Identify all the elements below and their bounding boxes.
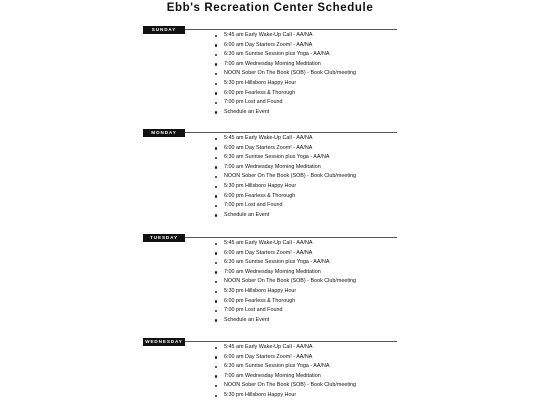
event-item xyxy=(215,391,356,401)
bullet-icon xyxy=(215,252,217,254)
event-link[interactable]: 5:30 pm Hillsboro Happy Hour xyxy=(224,182,297,189)
event-link[interactable]: 7:00 pm Lost and Found xyxy=(224,307,283,314)
event-link[interactable]: 5:45 am Early Wake-Up Call - AA/NA xyxy=(224,240,313,246)
event-item xyxy=(215,50,356,60)
bullet-icon xyxy=(215,395,217,397)
event-item xyxy=(215,277,356,287)
event-item xyxy=(215,134,356,144)
bullet-icon xyxy=(215,157,217,159)
event-item xyxy=(215,258,356,268)
event-item xyxy=(215,381,356,391)
bullet-icon xyxy=(215,73,217,75)
event-item xyxy=(215,89,356,99)
bullet-icon xyxy=(215,366,217,368)
event-link[interactable]: 7:00 am Wednesday Morning Meditation xyxy=(224,268,321,275)
event-item xyxy=(215,79,356,89)
event-list xyxy=(215,31,356,117)
event-link[interactable]: 6:00 am Day Starters Zoom! - AA/NA xyxy=(224,41,313,48)
event-item xyxy=(215,108,356,118)
event-link[interactable]: NOON Sober On The Book (SOB) - Book Club/meeting xyxy=(224,382,357,389)
event-item xyxy=(215,297,356,307)
bullet-icon xyxy=(215,214,217,216)
event-link[interactable]: 7:00 pm Lost and Found xyxy=(224,99,283,106)
event-item xyxy=(215,372,356,382)
event-link[interactable]: 5:30 pm Hillsboro Happy Hour xyxy=(224,287,297,294)
bullet-icon xyxy=(215,138,217,140)
event-link[interactable]: 7:00 pm Lost and Found xyxy=(224,202,283,209)
bullet-icon xyxy=(215,63,217,65)
event-link[interactable]: 6:00 pm Fearless & Thorough xyxy=(224,89,296,96)
bullet-icon xyxy=(215,347,217,349)
event-item xyxy=(215,172,356,182)
event-link[interactable]: 6:00 pm Fearless & Thorough xyxy=(224,192,296,199)
event-item xyxy=(215,98,356,108)
bullet-icon xyxy=(215,291,217,293)
bullet-icon xyxy=(215,300,217,302)
bullet-icon xyxy=(215,356,217,358)
event-link[interactable]: 6:00 pm Fearless & Thorough xyxy=(224,297,296,304)
event-item xyxy=(215,239,356,249)
bullet-icon xyxy=(215,385,217,387)
bullet-icon xyxy=(215,205,217,207)
event-link[interactable]: 7:00 am Wednesday Morning Meditation xyxy=(224,372,321,379)
event-item xyxy=(215,192,356,202)
event-item xyxy=(215,153,356,163)
page-title: Ebb's Recreation Center Schedule xyxy=(166,2,374,14)
event-list xyxy=(215,239,356,325)
event-item xyxy=(215,287,356,297)
event-item xyxy=(215,343,356,353)
event-link[interactable]: NOON Sober On The Book (SOB) - Book Club/meeting xyxy=(224,278,357,285)
bullet-icon xyxy=(215,54,217,56)
event-item xyxy=(215,211,356,221)
event-link[interactable]: 5:45 am Early Wake-Up Call - AA/NA xyxy=(224,32,313,38)
bullet-icon xyxy=(215,147,217,149)
schedule-event-link[interactable]: Schedule an Event xyxy=(224,108,270,115)
event-link[interactable]: 6:30 am Sunrise Session plus Yoga - AA/NA xyxy=(224,259,330,266)
event-item xyxy=(215,182,356,192)
bullet-icon xyxy=(215,92,217,94)
event-link[interactable]: 5:45 am Early Wake-Up Call - AA/NA xyxy=(224,344,313,350)
event-item xyxy=(215,362,356,372)
event-item xyxy=(215,353,356,363)
day-label: WEDNESDAY xyxy=(143,338,185,346)
event-item xyxy=(215,69,356,79)
bullet-icon xyxy=(215,243,217,245)
event-link[interactable]: 5:30 pm Hillsboro Happy Hour xyxy=(224,79,297,86)
schedule-event-link[interactable]: Schedule an Event xyxy=(224,316,270,323)
event-link[interactable]: 7:00 am Wednesday Morning Meditation xyxy=(224,163,321,170)
event-link[interactable]: 6:30 am Sunrise Session plus Yoga - AA/NA xyxy=(224,363,330,370)
event-item xyxy=(215,163,356,173)
day-section-wednesday xyxy=(143,338,397,398)
bullet-icon xyxy=(215,310,217,312)
bullet-icon xyxy=(215,111,217,113)
day-section-monday xyxy=(143,129,397,218)
event-item xyxy=(215,31,356,41)
day-label: SUNDAY xyxy=(143,26,185,34)
event-item xyxy=(215,201,356,211)
bullet-icon xyxy=(215,35,217,37)
event-item xyxy=(215,41,356,51)
bullet-icon xyxy=(215,166,217,168)
bullet-icon xyxy=(215,271,217,273)
bullet-icon xyxy=(215,281,217,283)
event-item xyxy=(215,306,356,316)
event-item xyxy=(215,316,356,326)
event-link[interactable]: 6:00 am Day Starters Zoom! - AA/NA xyxy=(224,249,313,256)
event-link[interactable]: 6:30 am Sunrise Session plus Yoga - AA/NA xyxy=(224,51,330,58)
day-label: TUESDAY xyxy=(143,234,185,242)
event-link[interactable]: 7:00 am Wednesday Morning Meditation xyxy=(224,60,321,67)
day-label: MONDAY xyxy=(143,129,185,137)
event-link[interactable]: 6:00 am Day Starters Zoom! - AA/NA xyxy=(224,144,313,151)
schedule-event-link[interactable]: Schedule an Event xyxy=(224,211,270,218)
event-list xyxy=(215,134,356,220)
event-item xyxy=(215,144,356,154)
bullet-icon xyxy=(215,102,217,104)
day-section-sunday xyxy=(143,26,397,115)
event-link[interactable]: 6:00 am Day Starters Zoom! - AA/NA xyxy=(224,353,313,360)
event-link[interactable]: NOON Sober On The Book (SOB) - Book Club/meeting xyxy=(224,173,357,180)
bullet-icon xyxy=(215,319,217,321)
event-item xyxy=(215,60,356,70)
bullet-icon xyxy=(215,83,217,85)
bullet-icon xyxy=(215,195,217,197)
bullet-icon xyxy=(215,375,217,377)
event-link[interactable]: 5:45 am Early Wake-Up Call - AA/NA xyxy=(224,135,313,141)
event-link[interactable]: 5:30 pm Hillsboro Happy Hour xyxy=(224,391,297,398)
bullet-icon xyxy=(215,186,217,188)
event-item xyxy=(215,249,356,259)
event-link[interactable]: NOON Sober On The Book (SOB) - Book Club/meeting xyxy=(224,70,357,77)
bullet-icon xyxy=(215,262,217,264)
bullet-icon xyxy=(215,44,217,46)
event-item xyxy=(215,268,356,278)
day-section-tuesday xyxy=(143,234,397,323)
event-link[interactable]: 6:30 am Sunrise Session plus Yoga - AA/NA xyxy=(224,154,330,161)
bullet-icon xyxy=(215,176,217,178)
event-list xyxy=(215,343,356,401)
